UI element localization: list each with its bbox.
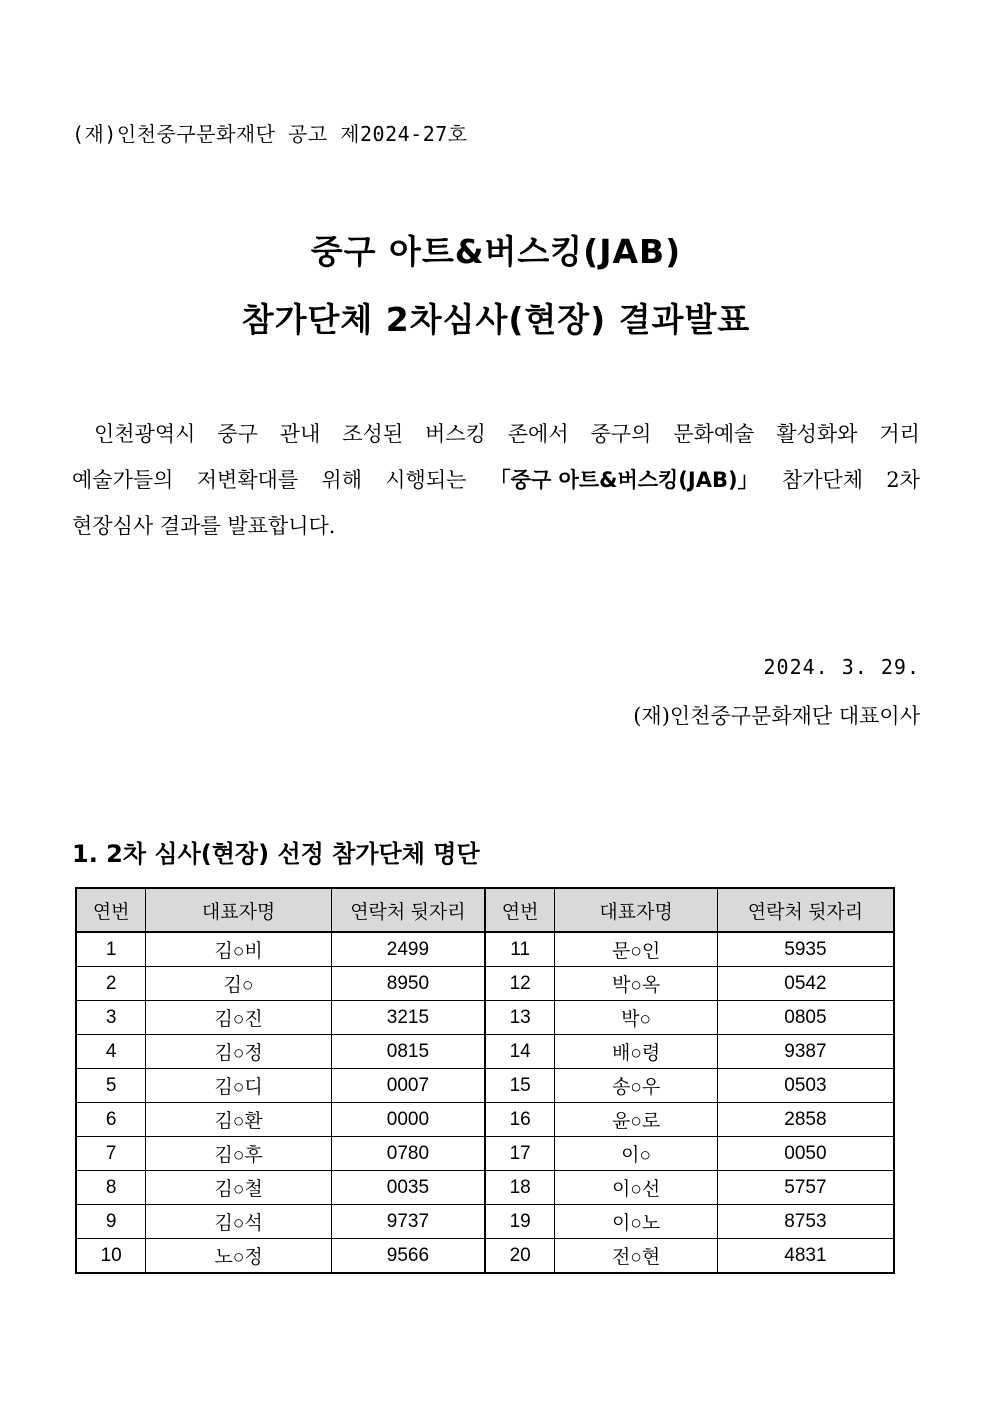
table-row — [76, 1137, 894, 1171]
table-cell: 6 — [76, 1103, 146, 1137]
table-cell: 0815 — [331, 1035, 485, 1069]
table-header-row — [76, 888, 894, 932]
table-cell: 김○비 — [146, 932, 331, 967]
table-cell: 19 — [485, 1205, 555, 1239]
notice-number: (재)인천중구문화재단 공고 제2024-27호 — [72, 122, 468, 146]
table-row — [76, 1171, 894, 1205]
table-cell: 0805 — [717, 1001, 894, 1035]
table-cell: 5935 — [717, 932, 894, 967]
table-cell: 김○후 — [146, 1137, 331, 1171]
table-cell: 송○우 — [555, 1069, 718, 1103]
table-cell: 9387 — [717, 1035, 894, 1069]
table-cell: 9566 — [331, 1239, 485, 1274]
table-cell: 전○현 — [555, 1239, 718, 1274]
table-cell: 12 — [485, 967, 555, 1001]
table-cell: 8950 — [331, 967, 485, 1001]
table-cell: 5 — [76, 1069, 146, 1103]
table-cell: 김○철 — [146, 1171, 331, 1205]
table-cell: 0780 — [331, 1137, 485, 1171]
table-row — [76, 1035, 894, 1069]
table-cell: 17 — [485, 1137, 555, 1171]
table-row — [76, 1069, 894, 1103]
table-cell: 0007 — [331, 1069, 485, 1103]
column-header: 대표자명 — [555, 888, 718, 932]
body-line-2 — [72, 457, 920, 503]
announcement-date: 2024. 3. 29. — [763, 655, 920, 679]
table-cell: 배○령 — [555, 1035, 718, 1069]
body-word: 버스킹 — [425, 422, 486, 446]
table-row — [76, 1205, 894, 1239]
table-row — [76, 1103, 894, 1137]
table-cell: 3 — [76, 1001, 146, 1035]
table-cell: 18 — [485, 1171, 555, 1205]
table-cell: 김○디 — [146, 1069, 331, 1103]
table-cell: 3215 — [331, 1001, 485, 1035]
body-line-3: 현장심사 결과를 발표합니다. — [72, 514, 336, 538]
document-title-line2: 참가단체 2차심사(현장) 결과발표 — [241, 300, 751, 339]
table-row — [76, 932, 894, 967]
body-word: 인천광역시 — [94, 422, 196, 446]
table-cell: 9737 — [331, 1205, 485, 1239]
table-cell: 16 — [485, 1103, 555, 1137]
table-cell: 14 — [485, 1035, 555, 1069]
table-cell: 0542 — [717, 967, 894, 1001]
table-cell: 20 — [485, 1239, 555, 1274]
table-cell: 5757 — [717, 1171, 894, 1205]
announcement-body — [72, 411, 920, 549]
body-word: 시행되는 — [385, 468, 467, 492]
table-cell: 10 — [76, 1239, 146, 1274]
column-header: 연락처 뒷자리 — [331, 888, 485, 932]
table-cell: 김○ — [146, 967, 331, 1001]
table-row — [76, 1239, 894, 1274]
selected-groups-table — [75, 887, 895, 1274]
table-cell: 2858 — [717, 1103, 894, 1137]
table-cell: 이○ — [555, 1137, 718, 1171]
table-cell: 11 — [485, 932, 555, 967]
table-cell: 박○옥 — [555, 967, 718, 1001]
table-cell: 박○ — [555, 1001, 718, 1035]
table-cell: 8753 — [717, 1205, 894, 1239]
table-cell: 0050 — [717, 1137, 894, 1171]
table-cell: 0503 — [717, 1069, 894, 1103]
body-word: 저변확대를 — [196, 468, 299, 492]
issuer: (재)인천중구문화재단 대표이사 — [633, 704, 920, 728]
table-cell: 0000 — [331, 1103, 485, 1137]
body-word: 문화예술 — [673, 422, 755, 446]
table-cell: 김○정 — [146, 1035, 331, 1069]
body-word: 중구 — [217, 422, 258, 446]
column-header: 연락처 뒷자리 — [717, 888, 894, 932]
table-cell: 9 — [76, 1205, 146, 1239]
table-cell: 노○정 — [146, 1239, 331, 1274]
table-cell: 2 — [76, 967, 146, 1001]
body-word: 활성화와 — [776, 422, 858, 446]
body-word: 예술가들의 — [72, 468, 174, 492]
table-cell: 김○석 — [146, 1205, 331, 1239]
body-word: 존에서 — [507, 422, 569, 446]
table-row — [76, 967, 894, 1001]
table-cell: 이○선 — [555, 1171, 718, 1205]
table-cell: 문○인 — [555, 932, 718, 967]
table-cell: 4831 — [717, 1239, 894, 1274]
section-title: 1. 2차 심사(현장) 선정 참가단체 명단 — [72, 840, 480, 868]
table-cell: 8 — [76, 1171, 146, 1205]
table-cell: 15 — [485, 1069, 555, 1103]
body-line-1 — [72, 411, 920, 457]
table-cell: 2499 — [331, 932, 485, 967]
body-word: 위해 — [321, 468, 362, 492]
table-row — [76, 1001, 894, 1035]
table-cell: 김○진 — [146, 1001, 331, 1035]
table-cell: 이○노 — [555, 1205, 718, 1239]
body-word: 2차 — [886, 468, 920, 492]
table-body — [76, 932, 894, 1273]
body-word: 조성된 — [342, 422, 404, 446]
body-word: 관내 — [279, 422, 321, 446]
document-title-line1: 중구 아트&버스킹(JAB) — [310, 232, 682, 271]
table-cell: 윤○로 — [555, 1103, 718, 1137]
table-cell: 13 — [485, 1001, 555, 1035]
table-cell: 0035 — [331, 1171, 485, 1205]
table-cell: 1 — [76, 932, 146, 967]
table-cell: 7 — [76, 1137, 146, 1171]
body-word: 거리 — [879, 422, 920, 446]
column-header: 연번 — [76, 888, 146, 932]
column-header: 연번 — [485, 888, 555, 932]
program-name: 「중구 아트&버스킹(JAB)」 — [489, 468, 759, 492]
table-cell: 김○환 — [146, 1103, 331, 1137]
body-word: 참가단체 — [781, 468, 863, 492]
column-header: 대표자명 — [146, 888, 331, 932]
table-cell: 4 — [76, 1035, 146, 1069]
body-word: 중구의 — [590, 422, 652, 446]
